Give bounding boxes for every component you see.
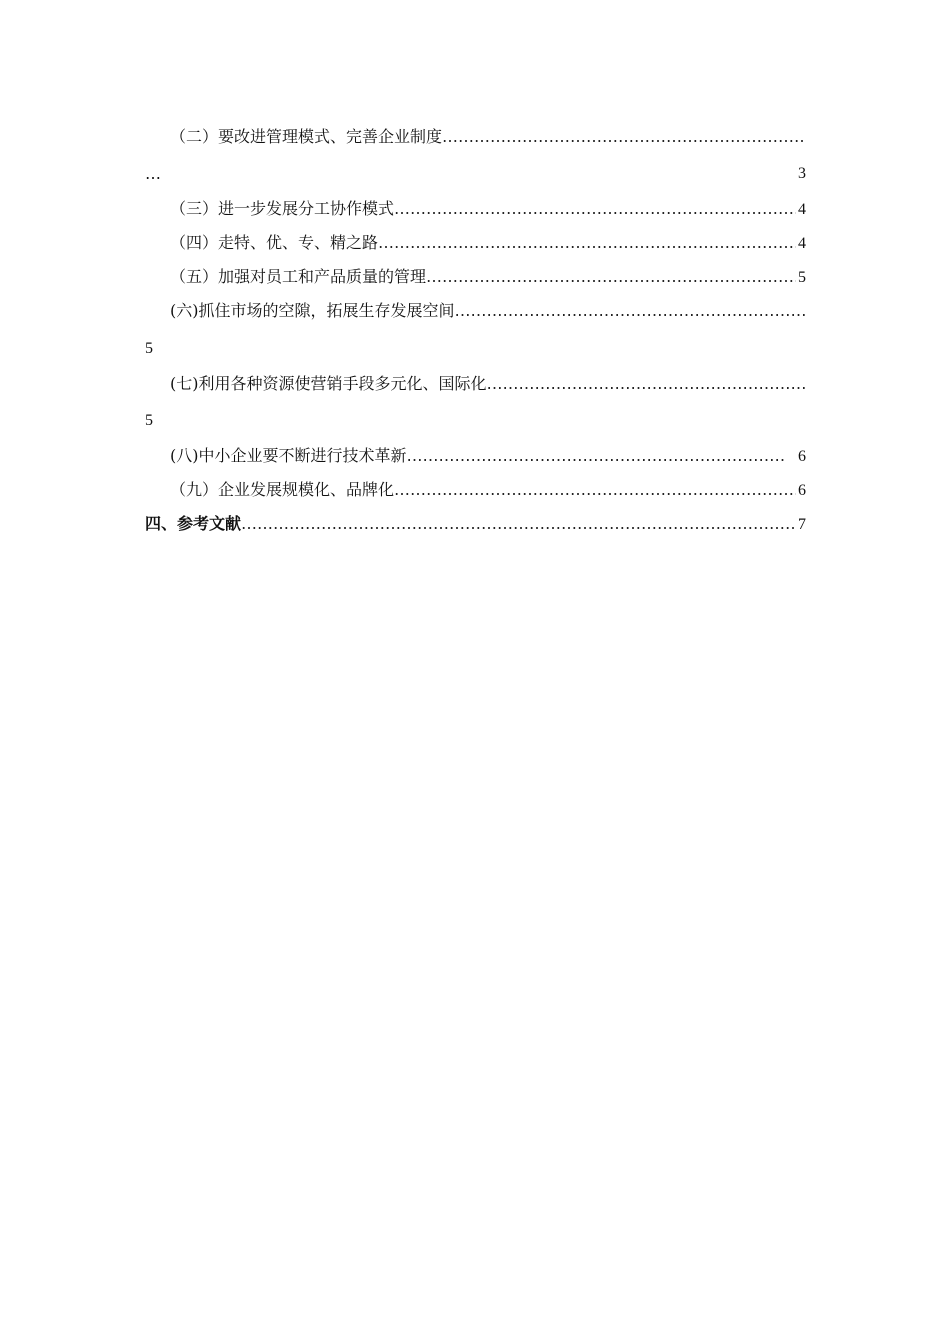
toc-page-number: 4 xyxy=(798,235,806,252)
toc-entry-label: (八)中小企业要不断进行技术革新 xyxy=(170,446,407,465)
toc-leader-dots xyxy=(378,231,796,255)
toc-leader-dots xyxy=(407,444,787,468)
toc-page-number: 6 xyxy=(798,448,806,465)
toc-leader-dots xyxy=(394,478,796,502)
toc-entry-4[interactable] xyxy=(170,231,806,255)
toc-entry-references[interactable] xyxy=(145,512,806,536)
toc-entry-label: （四）走特、优、专、精之路 xyxy=(170,233,379,252)
toc-entry-2-continuation xyxy=(145,162,806,186)
toc-entry-label: (七)利用各种资源使营销手段多元化、国际化 xyxy=(170,374,487,393)
toc-leader-dots xyxy=(442,125,806,149)
toc-entry-3[interactable] xyxy=(170,197,806,221)
toc-leader-dots xyxy=(426,265,796,289)
toc-entry-label: （二）要改进管理模式、完善企业制度 xyxy=(170,127,443,146)
toc-page-number: 5 xyxy=(145,412,153,429)
toc-entry-9[interactable] xyxy=(170,478,806,502)
toc-leader-dots: … xyxy=(145,164,161,183)
toc-entry-label: （五）加强对员工和产品质量的管理 xyxy=(170,267,427,286)
toc-entry-6-continuation xyxy=(145,337,806,361)
toc-entry-label: (六)抓住市场的空隙，拓展生存发展空间 xyxy=(170,301,455,320)
toc-page-number: 6 xyxy=(798,482,806,499)
toc-entry-label: 四、参考文献 xyxy=(145,514,242,533)
toc-entry-label: （三）进一步发展分工协作模式 xyxy=(170,199,395,218)
toc-leader-dots xyxy=(487,372,807,396)
toc-page-number: 5 xyxy=(145,340,153,357)
toc-page-number: 7 xyxy=(798,516,806,533)
toc-entry-2[interactable] xyxy=(170,125,806,149)
toc-leader-dots xyxy=(241,512,796,536)
toc-entry-5[interactable] xyxy=(170,265,806,289)
toc-entry-8[interactable] xyxy=(170,444,806,468)
toc-leader-dots xyxy=(394,197,796,221)
toc-page-number: 4 xyxy=(798,201,806,218)
toc-entry-label: （九）企业发展规模化、品牌化 xyxy=(170,480,395,499)
toc-page-number: 3 xyxy=(798,165,806,182)
toc-entry-7[interactable] xyxy=(170,372,806,396)
toc-entry-6[interactable] xyxy=(170,299,806,323)
toc-page-number: 5 xyxy=(798,269,806,286)
toc-entry-7-continuation xyxy=(145,409,806,433)
toc-leader-dots xyxy=(455,299,807,323)
